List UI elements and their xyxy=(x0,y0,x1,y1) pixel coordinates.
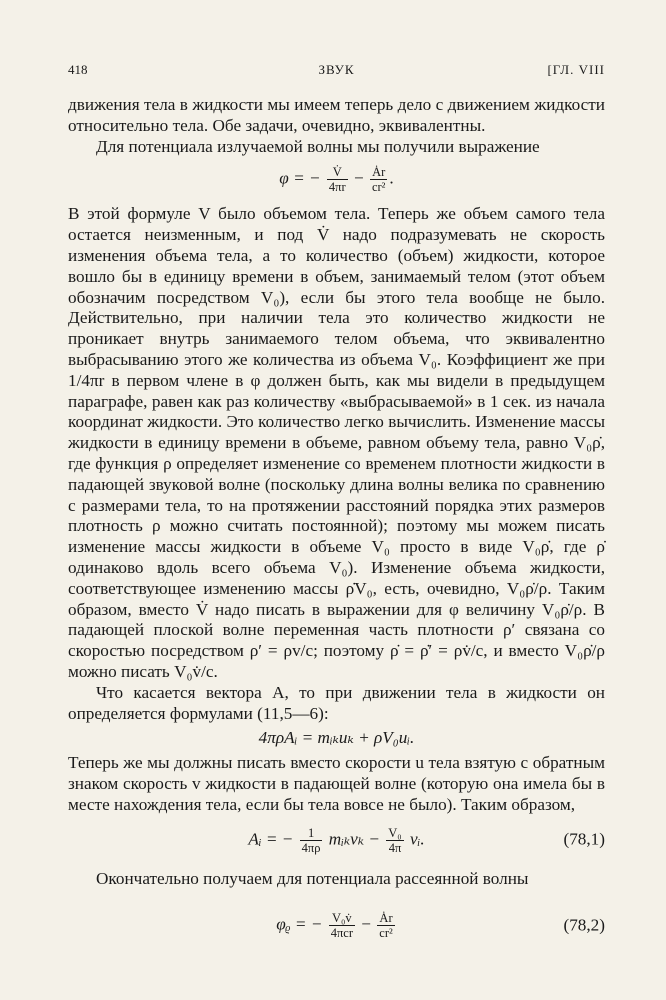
eq1-minus: − xyxy=(353,168,364,188)
eq3-frac1-den: 4πρ xyxy=(301,840,321,855)
eq2-text: 4πρAᵢ = mᵢₖuₖ + ρV₀uᵢ. xyxy=(258,728,415,748)
eq1-frac1 xyxy=(327,165,348,194)
paragraph-6: Окончательно получаем для потенциала рассеянной волны xyxy=(96,868,529,888)
equation-78-2 xyxy=(68,911,605,940)
paragraph-4: Что касается вектора A, то при движении тела в жидкости он определяется формулами (11,5—6): xyxy=(68,682,605,723)
eq3-mid: mᵢₖvₖ − xyxy=(328,828,380,848)
eq3-number: (78,1) xyxy=(563,829,605,849)
eq3-frac1 xyxy=(300,826,323,855)
page-number: 418 xyxy=(68,62,88,77)
eq1-lhs: φ = − xyxy=(279,168,321,188)
eq1-frac1-den: 4πr xyxy=(328,180,346,195)
eq3-tail: vᵢ. xyxy=(409,828,425,848)
eq4-frac2-num: Ȧr xyxy=(377,911,394,926)
paragraph-5: Теперь же мы должны писать вместо скорости u тела взятую с обратным знаком скорость v жидкости в падающей волне (которую она имела бы в месте нахождения тела, если бы тела вовсе не было). Таким образом, xyxy=(68,753,605,814)
equation-vector-a xyxy=(68,728,605,749)
eq3-frac1-num: 1 xyxy=(300,826,323,841)
page-body xyxy=(68,95,605,940)
eq1-frac2-den: cr² xyxy=(371,180,386,195)
eq1-frac1-num: V̇ xyxy=(327,165,348,180)
equation-phi-radiated xyxy=(68,165,605,194)
eq3-frac2 xyxy=(386,826,403,855)
equation-78-1 xyxy=(68,826,605,855)
eq4-number: (78,2) xyxy=(563,915,605,935)
running-title: ЗВУК xyxy=(318,62,355,77)
eq3-lhs: Aᵢ = − xyxy=(248,828,294,848)
eq3-frac2-num: V₀ xyxy=(388,825,402,840)
eq1-frac2 xyxy=(370,165,387,194)
chapter-label: [ГЛ. VIII xyxy=(547,62,605,77)
eq4-frac2 xyxy=(377,911,394,940)
eq4-minus: − xyxy=(361,914,371,934)
eq4-frac1-den: 4πcr xyxy=(330,926,353,941)
eq4-frac1-num: V₀v̇ xyxy=(329,911,355,926)
paragraph-3: В этой формуле V было объемом тела. Теперь же объем самого тела остается неизменным, и под V̇ надо подразумевать не скорость изменения объема тела, а то количество (объем) жидкости, которое вошло бы в единицу времени в объем, занимаемый телом (этот объем обозначим посредством V₀), если бы этого тела вообще не было. Действительно, при наличии тела это количество жидкости не проникает внутрь занимаемого телом объема, что эквивалентно выбрасыванию этого же количества из объема V₀. Коэффициент же при 1/4πr в первом члене в φ должен быть, как мы видели в предыдущем параграфе, равен как раз количеству «выбрасываемой» в 1 сек. из начала координат жидкости. Это количество легко вычислить. Изменение массы жидкости в единицу времени в объеме, равном объему тела, равно V₀ρ̇, где функция ρ определяет изменение со временем плотности жидкости в падающей звуковой волне (поскольку длина волны велика по сравнению с размерами тела, то на протяжении расстояний порядка этих размеров плотность ρ можно считать постоянной); поэтому мы можем писать изменение массы жидкости в объеме V₀ просто в виде V₀ρ̇, где ρ̇ одинаково вдоль всего объема V₀). Изменение объема жидкости, соответствующее изменению массы ρ̇V₀, есть, очевидно, V₀ρ̇/ρ. Таким образом, вместо V̇ надо писать в выражении для φ величину V₀ρ̇/ρ. В падающей плоской волне переменная часть плотности ρ′ связана со скоростью посредством ρ′ = ρv/c; поэтому ρ̇ = ρ̇′ = ρv̇/c, и вместо V₀ρ̇/ρ можно писать V₀v̇/c. xyxy=(68,204,605,681)
running-header xyxy=(68,62,605,82)
eq4-frac1 xyxy=(329,911,355,940)
eq4-lhs: φᵨ = − xyxy=(276,914,323,934)
eq3-frac2-den: 4π xyxy=(388,840,402,855)
eq1-frac2-num: Ȧr xyxy=(370,165,387,180)
eq1-tail: . xyxy=(389,168,394,188)
paragraph-2: Для потенциала излучаемой волны мы получили выражение xyxy=(96,136,540,156)
paragraph-1: движения тела в жидкости мы имеем теперь дело с движением жидкости относительно тела. Обе задачи, очевидно, эквивалентны. xyxy=(68,95,605,135)
eq4-frac2-den: cr² xyxy=(379,926,393,941)
